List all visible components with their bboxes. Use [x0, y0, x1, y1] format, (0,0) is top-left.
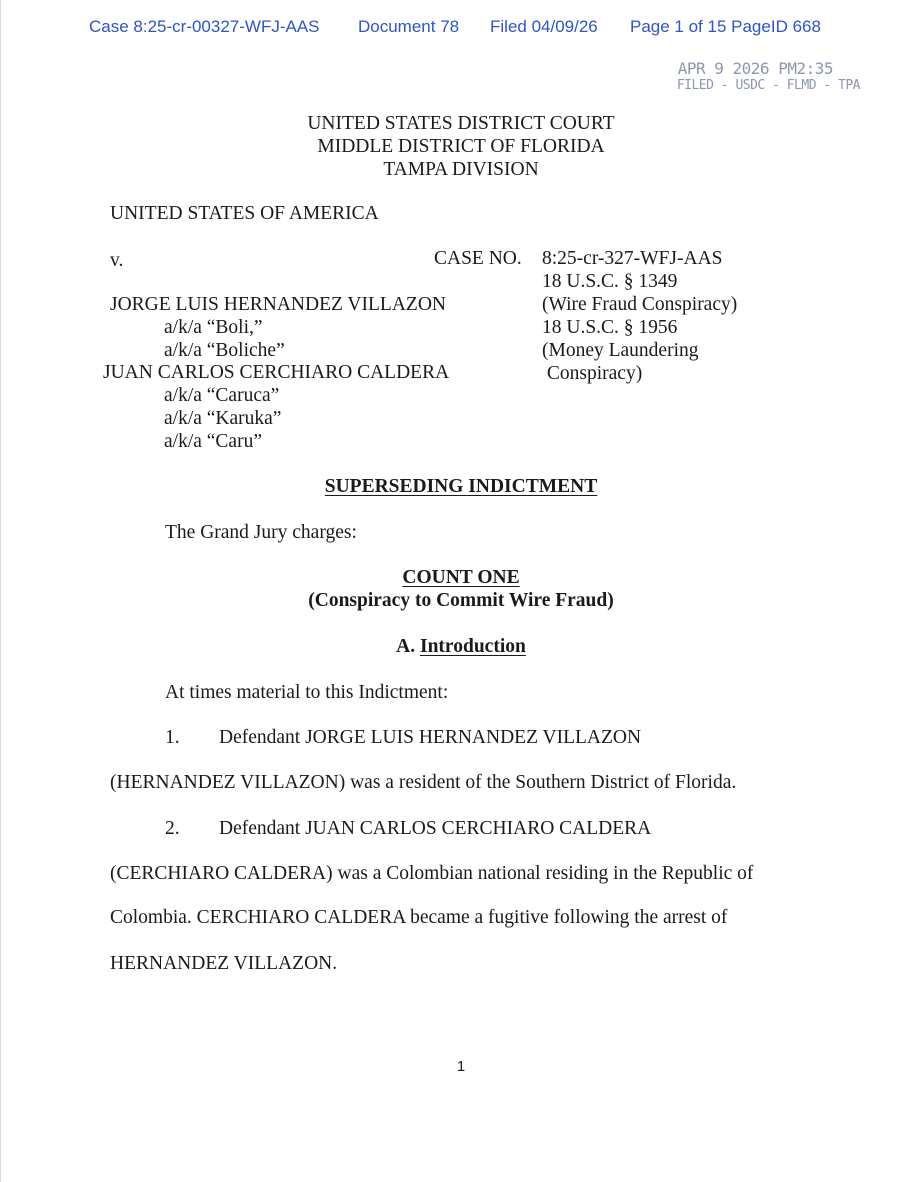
case-info — [542, 247, 737, 385]
section-title: Introduction — [420, 636, 526, 657]
alias: a/k/a “Caru” — [164, 431, 262, 452]
statute-1-description: (Wire Fraud Conspiracy) — [542, 294, 738, 315]
stamp-date: APR 9 2026 PM2:35 — [677, 59, 833, 78]
defendant-2-name: JUAN CARLOS CERCHIARO CALDERA — [103, 362, 450, 383]
case-no-label: CASE NO. — [434, 248, 522, 269]
versus: v. — [110, 250, 124, 271]
statute-1: 18 U.S.C. § 1349 — [542, 271, 678, 292]
section-heading — [0, 635, 916, 658]
paragraph-2-line: Defendant JUAN CARLOS CERCHIARO CALDERA — [219, 818, 652, 839]
count-title: COUNT ONE — [402, 567, 520, 588]
times-material: At times material to this Indictment: — [165, 682, 449, 703]
defendant-2-aliases — [164, 384, 281, 453]
alias: a/k/a “Caruca” — [164, 385, 280, 406]
page-number: 1 — [456, 1058, 466, 1075]
paragraph-2-line: Colombia. CERCHIARO CALDERA became a fugitive following the arrest of — [110, 907, 728, 928]
filed-stamp — [650, 60, 860, 94]
court-name: UNITED STATES DISTRICT COURT — [307, 113, 615, 134]
case-number: 8:25-cr-327-WFJ-AAS — [542, 248, 723, 269]
paragraph-1-number: 1. — [165, 727, 180, 748]
header-filed-date: Filed 04/09/26 — [490, 17, 598, 36]
defendant-1-aliases — [164, 316, 285, 362]
paragraph-2-number: 2. — [165, 818, 180, 839]
paragraph-2-line: HERNANDEZ VILLAZON. — [110, 953, 338, 974]
header-case-number: Case 8:25-cr-00327-WFJ-AAS — [89, 17, 320, 36]
section-letter: A. — [396, 636, 416, 657]
statute-2-description-cont: Conspiracy) — [542, 363, 643, 384]
defendant-1-name: JORGE LUIS HERNANDEZ VILLAZON — [110, 294, 446, 315]
count-subtitle: (Conspiracy to Commit Wire Fraud) — [308, 590, 614, 611]
header-document-number: Document 78 — [358, 17, 460, 36]
paragraph-1-line: Defendant JORGE LUIS HERNANDEZ VILLAZON — [219, 727, 642, 748]
alias: a/k/a “Boli,” — [164, 317, 263, 338]
header-page-info: Page 1 of 15 PageID 668 — [630, 17, 821, 36]
alias: a/k/a “Boliche” — [164, 340, 285, 361]
document-title: SUPERSEDING INDICTMENT — [324, 476, 598, 497]
stamp-court: FILED - USDC - FLMD - TPA — [676, 78, 860, 93]
grand-jury-intro: The Grand Jury charges: — [165, 522, 357, 543]
statute-2: 18 U.S.C. § 1956 — [542, 317, 678, 338]
ecf-header — [0, 17, 916, 39]
plaintiff: UNITED STATES OF AMERICA — [110, 203, 379, 224]
alias: a/k/a “Karuka” — [164, 408, 282, 429]
court-district: MIDDLE DISTRICT OF FLORIDA — [317, 136, 605, 157]
statute-2-description: (Money Laundering — [542, 340, 699, 361]
court-heading — [0, 112, 916, 181]
court-division: TAMPA DIVISION — [383, 159, 539, 180]
paragraph-1-line: (HERNANDEZ VILLAZON) was a resident of the Southern District of Florida. — [110, 772, 737, 793]
paragraph-2-line: (CERCHIARO CALDERA) was a Colombian national residing in the Republic of — [110, 863, 754, 884]
